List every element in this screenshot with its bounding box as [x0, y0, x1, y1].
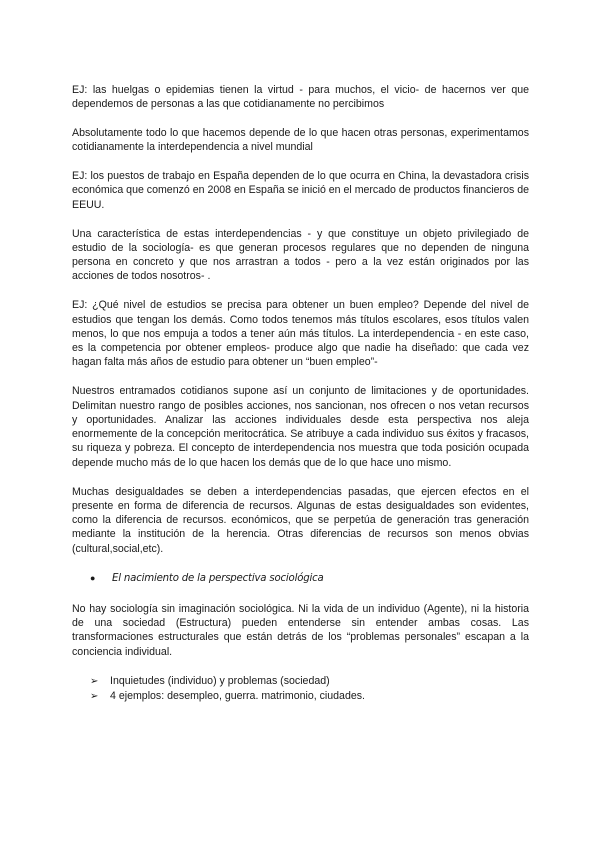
bullet-heading: El nacimiento de la perspectiva sociológica [112, 572, 324, 584]
paragraph-imaginacion: No hay sociología sin imaginación sociológica. Ni la vida de un individuo (Agente), ni la historia de una sociedad (Estructura) pueden entenderse sin entender ambas cosas. Las transformaciones estructurales que están detrás de los “problemas personales” escapan a la conciencia individual. [72, 602, 529, 658]
list-item-text: 4 ejemplos: desempleo, guerra. matrimonio, ciudades. [110, 689, 365, 702]
list-item-text: Inquietudes (individuo) y problemas (sociedad) [110, 674, 330, 687]
bullet-dot-icon: ● [90, 572, 96, 583]
list-item [90, 689, 529, 704]
arrow-bullet-icon: ➢ [90, 690, 99, 702]
arrow-bullet-icon: ➢ [90, 675, 99, 687]
paragraph-interdependencia-mundial: Absolutamente todo lo que hacemos depende de lo que hacen otras personas, experimentamos cotidianamente la interdependencia a nivel mundial [72, 127, 529, 154]
arrow-list [90, 674, 529, 704]
paragraph-ejemplo-estudios: EJ: ¿Qué nivel de estudios se precisa para obtener un buen empleo? Depende del nivel de estudios que tengan los demás. Como todos tenemos más títulos escolares, esos títulos valen menos, lo que nos empuja a todos a tener aún más títulos. La interdependencia - en este caso, es la competencia por obtener empleos- produce algo que nadie ha diseñado: que cada vez hagan falta más años de estudio para obtener un “buen empleo”- [72, 299, 529, 369]
paragraph-huelgas: EJ: las huelgas o epidemias tienen la virtud - para muchos, el vicio- de hacernos ver que dependemos de personas a las que cotidianamente no percibimos [72, 84, 529, 111]
paragraph-ejemplo-china: EJ: los puestos de trabajo en España dependen de lo que ocurra en China, la devastadora crisis económica que comenzó en 2008 en España se inició en el mercado de productos financieros de EEUU. [72, 170, 530, 211]
paragraph-desigualdades: Muchas desigualdades se deben a interdependencias pasadas, que ejercen efectos en el presente en forma de diferencia de recursos. Algunas de estas desigualdades son evidentes, como la diferencia de recursos. económicos, que se perpetúa de generación tras generación mediante la institución de la herencia. Otras diferencias de recursos son menos obvias (cultural,social,etc). [72, 485, 529, 555]
list-item [90, 674, 529, 689]
paragraph-entramados: Nuestros entramados cotidianos supone así un conjunto de limitaciones y de oportunidades. Delimitan nuestro rango de posibles acciones, nos sancionan, nos ofrecen o nos vetan recursos y oportunidades. Analizar las acciones individuales desde esta perspectiva nos aleja enormemente de la concepción meritocrática. Se atribuye a cada individuo sus éxitos y fracasos, su riqueza y pobreza. El concepto de interdependencia nos muestra que toda posición ocupada depende mucho más de lo que hacen los demás que de lo que hace uno mismo. [72, 385, 529, 469]
paragraph-caracteristica: Una característica de estas interdependencias - y que constituye un objeto privilegiado de estudio de la sociología- es que generan procesos regulares que no dependen de ninguna persona en concreto y que nos arrastran a todos - pero a la vez están originados por las acciones de todos nosotros- . [72, 227, 529, 283]
bullet-item [90, 571, 529, 586]
